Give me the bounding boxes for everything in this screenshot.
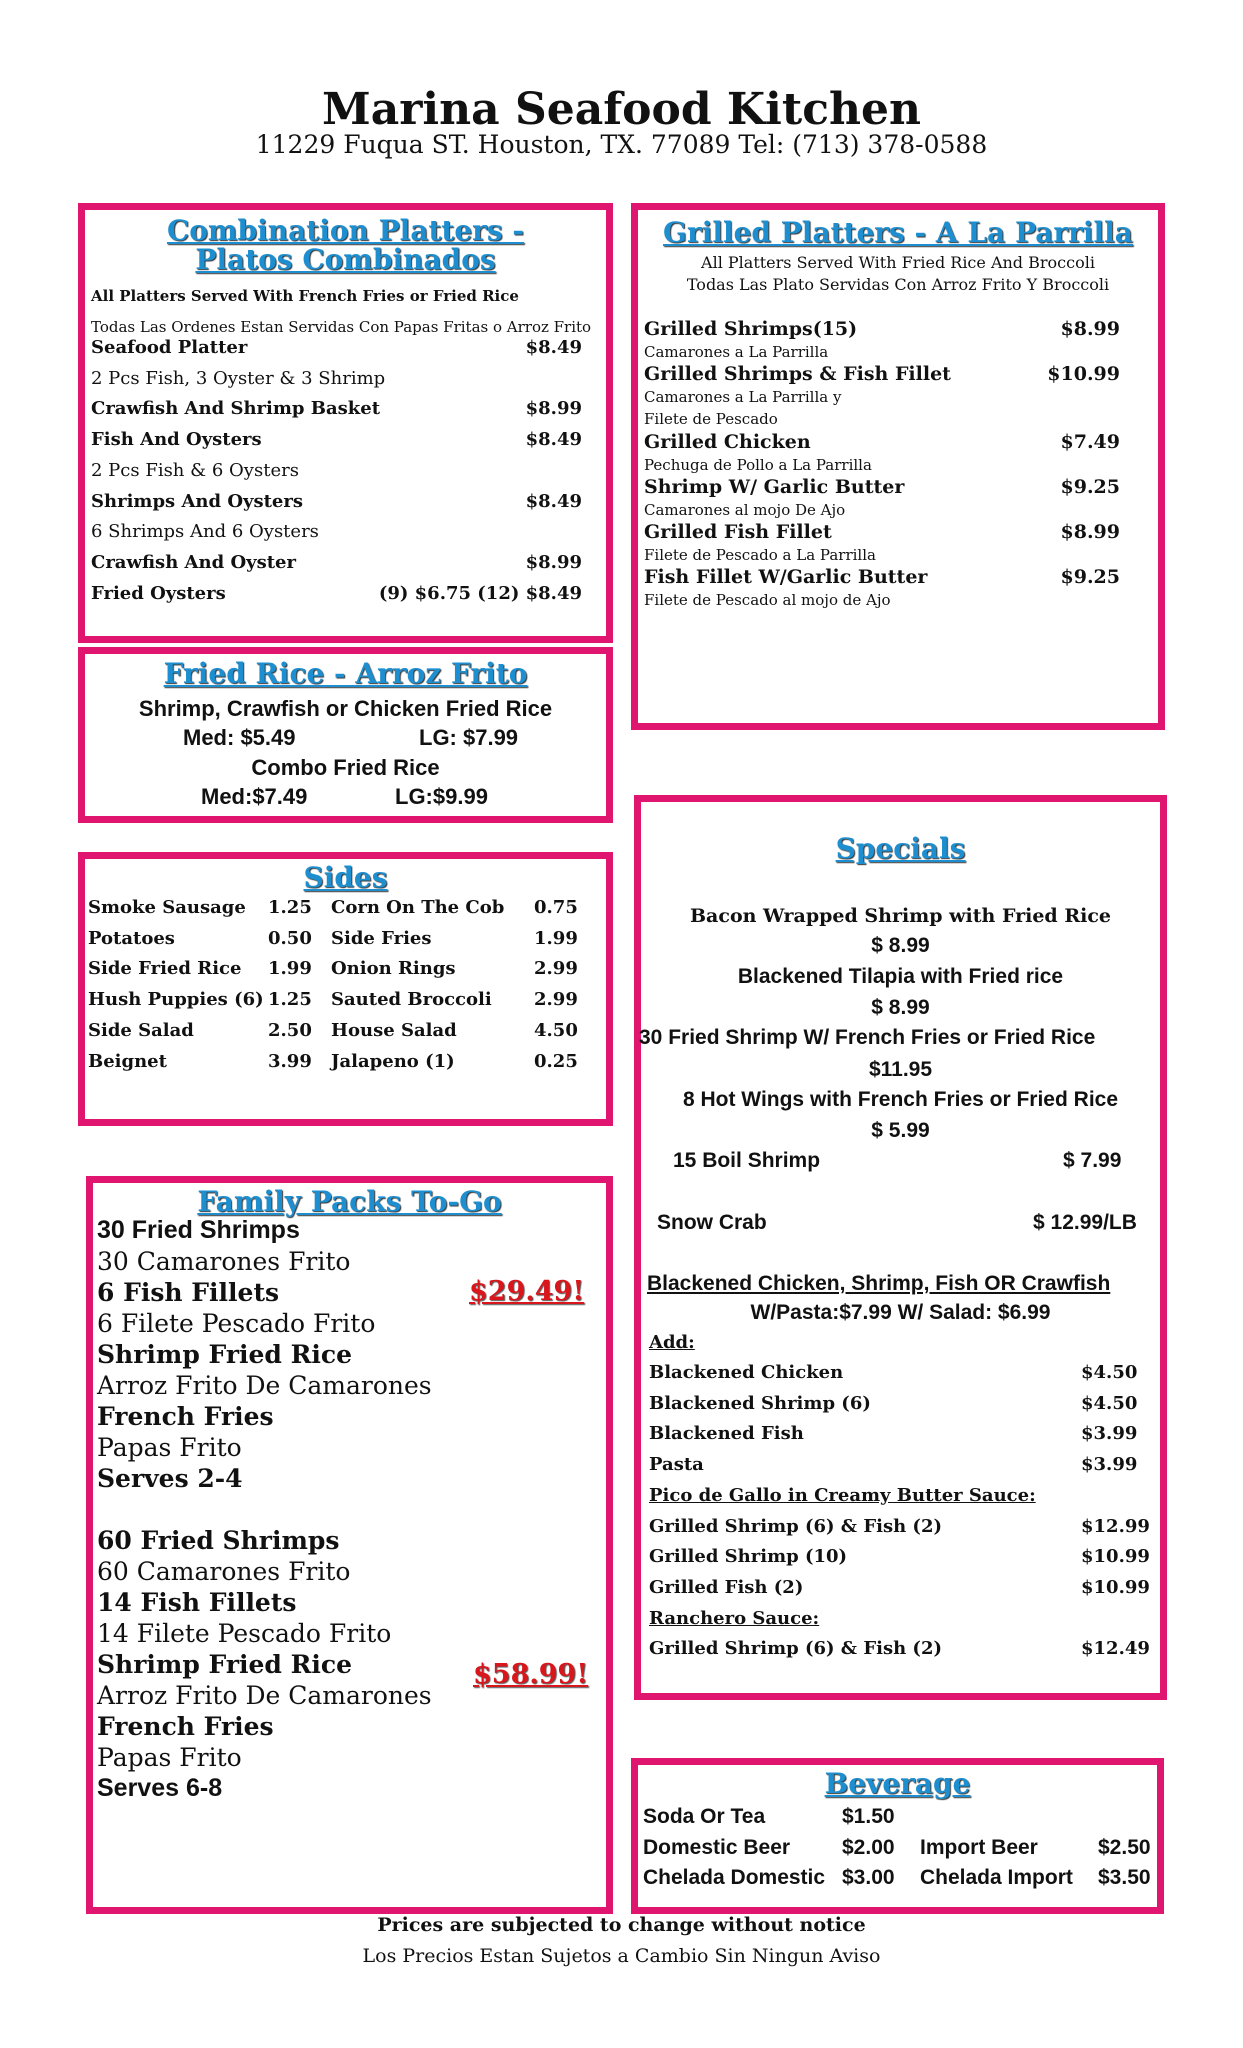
footer-notice-en: Prices are subjected to change without notice (377, 1914, 866, 1936)
side-item-price: 1.25 (268, 897, 312, 918)
side-item-price: 0.75 (534, 897, 578, 918)
family-pack-line: Shrimp Fried Rice (97, 1340, 353, 1369)
side-item-price: 2.99 (534, 989, 578, 1011)
combo-item-name: Crawfish And Shrimp Basket (91, 398, 381, 420)
grilled-item-price: $10.99 (1047, 363, 1120, 385)
family-pack-line: 60 Camarones Frito (97, 1557, 351, 1586)
side-item-price: 1.25 (268, 989, 312, 1011)
specials-title: Specials (835, 832, 966, 865)
combo-item-desc: 2 Pcs Fish & 6 Oysters (91, 459, 299, 481)
grilled-item-name: Grilled Fish Fillet (644, 521, 832, 543)
pico-item-name: Grilled Fish (2) (649, 1576, 804, 1598)
fried-rice-lg2: LG:$9.99 (395, 784, 488, 809)
family-pack-line: French Fries (97, 1402, 274, 1431)
fried-rice-line2: Combo Fried Rice (251, 755, 440, 780)
beverage-soda-price: $1.50 (842, 1805, 895, 1828)
beverage-import-beer: Import Beer (920, 1836, 1038, 1859)
beverage-domestic-beer: Domestic Beer (643, 1836, 791, 1859)
family-packs-title: Family Packs To-Go (197, 1185, 502, 1218)
grilled-item-desc: Filete de Pescado a La Parrilla (644, 546, 876, 564)
grilled-item-price: $8.99 (1060, 521, 1120, 543)
special-1-name: Bacon Wrapped Shrimp with Fried Rice (690, 905, 1111, 927)
side-item-name: Side Fried Rice (88, 958, 242, 980)
beverage-chelada-domestic-price: $3.00 (842, 1866, 895, 1889)
pico-item-price: $10.99 (1081, 1546, 1150, 1568)
family-pack-line: Arroz Frito De Camarones (97, 1371, 432, 1400)
beverage-import-beer-price: $2.50 (1098, 1836, 1151, 1859)
family-pack-line: 14 Filete Pescado Frito (97, 1619, 392, 1648)
side-item-name: Hush Puppies (6) (88, 989, 264, 1011)
side-item-name: Potatoes (88, 927, 175, 949)
combo-item-name: Fish And Oysters (91, 429, 262, 451)
family-pack-line: 6 Filete Pescado Frito (97, 1309, 376, 1338)
side-item-name: Sauted Broccoli (331, 989, 492, 1011)
combo-item-price: $8.49 (525, 490, 582, 512)
side-item-price: 2.50 (268, 1019, 312, 1041)
footer-notice-es: Los Precios Estan Sujetos a Cambio Sin Ningun Aviso (362, 1945, 881, 1967)
beverage-soda: Soda Or Tea (643, 1805, 766, 1828)
addon-item-name: Blackened Fish (649, 1423, 804, 1445)
side-item-price: 4.50 (534, 1019, 578, 1041)
family-pack-line: Serves 2-4 (97, 1464, 243, 1493)
fried-rice-med2: Med:$7.49 (201, 784, 308, 809)
grilled-item-desc: Filete de Pescado al mojo de Ajo (644, 591, 891, 609)
combination-platters-title: Combination Platters - Platos Combinados (166, 214, 525, 277)
combo-item-name: Crawfish And Oyster (91, 551, 296, 573)
pico-item-name: Grilled Shrimp (10) (649, 1546, 848, 1568)
special-3-price: $11.95 (868, 1058, 933, 1081)
grilled-item-name: Grilled Shrimps(15) (644, 318, 858, 340)
family-pack-line: 60 Fried Shrimps (97, 1526, 340, 1555)
specials-box (634, 795, 1167, 1700)
grilled-item-price: $9.25 (1060, 566, 1120, 588)
side-item-price: 0.50 (268, 927, 312, 949)
fried-rice-line1: Shrimp, Crawfish or Chicken Fried Rice (138, 696, 553, 721)
combination-platters-box (78, 203, 613, 643)
ranchero-item-price: $12.49 (1081, 1638, 1150, 1660)
fried-rice-title: Fried Rice - Arroz Frito (163, 657, 528, 690)
restaurant-name: Marina Seafood Kitchen (322, 84, 921, 135)
grilled-note-es: Todas Las Plato Servidas Con Arroz Frito Y Broccoli (686, 275, 1110, 294)
ranchero-item-name: Grilled Shrimp (6) & Fish (2) (649, 1638, 942, 1660)
combo-item-price: $8.49 (525, 429, 582, 451)
family-pack-line: 30 Camarones Frito (97, 1247, 351, 1276)
side-item-price: 1.99 (268, 958, 312, 980)
pico-item-price: $10.99 (1081, 1576, 1150, 1598)
side-item-name: Beignet (88, 1050, 167, 1072)
grilled-item-desc: Pechuga de Pollo a La Parrilla (644, 456, 872, 474)
side-item-name: Onion Rings (331, 958, 456, 980)
grilled-platters-box (631, 203, 1165, 730)
grilled-item-desc: Camarones al mojo De Ajo (644, 501, 846, 519)
side-item-price: 2.99 (534, 958, 578, 980)
addon-item-price: $4.50 (1081, 1392, 1138, 1414)
grilled-item-price: $9.25 (1060, 476, 1120, 498)
family-pack-line: Shrimp Fried Rice (97, 1650, 353, 1679)
family-pack-line: 6 Fish Fillets (97, 1278, 280, 1307)
special-6-price: $ 12.99/LB (1033, 1211, 1137, 1234)
grilled-item-desc: Camarones a La Parrilla y (644, 388, 842, 406)
family-pack-line: 30 Fried Shrimps (97, 1216, 300, 1244)
side-item-price: 3.99 (268, 1050, 312, 1072)
family-pack-line: 14 Fish Fillets (97, 1588, 297, 1617)
grilled-item-price: $8.99 (1060, 318, 1120, 340)
special-5-name: 15 Boil Shrimp (673, 1149, 821, 1172)
combo-item-price: $8.99 (525, 398, 582, 420)
combo-item-name: Shrimps And Oysters (91, 490, 304, 512)
special-3-name: 30 Fried Shrimp W/ French Fries or Fried Rice (639, 1026, 1096, 1049)
beverage-chelada-domestic: Chelada Domestic (643, 1866, 826, 1889)
blackened-title: Blackened Chicken, Shrimp, Fish OR Crawfish (647, 1272, 1111, 1295)
family-pack-line: Papas Frito (97, 1743, 242, 1772)
grilled-item-price: $7.49 (1060, 431, 1120, 453)
combo-item-name: Fried Oysters (91, 582, 226, 604)
side-item-price: 0.25 (534, 1050, 578, 1072)
side-item-price: 1.99 (534, 927, 578, 949)
beverage-chelada-import: Chelada Import (920, 1866, 1073, 1889)
grilled-platters-title: Grilled Platters - A La Parrilla (663, 216, 1133, 249)
sides-box (78, 852, 613, 1126)
family-pack-line: Serves 6-8 (97, 1774, 223, 1802)
pico-item-name: Grilled Shrimp (6) & Fish (2) (649, 1515, 942, 1537)
addon-item-name: Blackened Chicken (649, 1362, 844, 1383)
pico-item-price: $12.99 (1081, 1515, 1150, 1537)
addon-item-price: $3.99 (1081, 1423, 1138, 1445)
side-item-name: Jalapeno (1) (331, 1050, 455, 1072)
ranchero-label: Ranchero Sauce: (649, 1607, 820, 1629)
fried-rice-med1: Med: $5.49 (183, 725, 296, 750)
combo-item-desc: 6 Shrimps And 6 Oysters (91, 521, 319, 543)
fried-rice-lg1: LG: $7.99 (419, 725, 519, 750)
add-label: Add: (649, 1332, 695, 1353)
combo-note-en: All Platters Served With French Fries or Fried Rice (91, 287, 519, 305)
special-2-name: Blackened Tilapia with Fried rice (737, 965, 1064, 988)
grilled-item-name: Grilled Shrimps & Fish Fillet (644, 363, 951, 385)
addon-item-price: $3.99 (1081, 1454, 1138, 1476)
blackened-prices: W/Pasta:$7.99 W/ Salad: $6.99 (750, 1301, 1051, 1324)
family-pack-line: French Fries (97, 1712, 274, 1741)
grilled-item-desc: Camarones a La Parrilla (644, 343, 829, 361)
beverage-chelada-import-price: $3.50 (1098, 1866, 1151, 1889)
combo-item-name: Seafood Platter (91, 337, 248, 358)
family-packs-box (86, 1176, 613, 1914)
combo-item-price: $8.99 (525, 551, 582, 573)
combo-item-desc: 2 Pcs Fish, 3 Oyster & 3 Shrimp (91, 367, 386, 389)
beverage-domestic-beer-price: $2.00 (842, 1836, 895, 1859)
special-5-price: $ 7.99 (1063, 1149, 1122, 1172)
restaurant-address: 11229 Fuqua ST. Houston, TX. 77089 Tel: (713) 378-0588 (255, 130, 988, 159)
combo-note-es: Todas Las Ordenes Estan Servidas Con Papas Fritas o Arroz Frito (91, 318, 592, 336)
grilled-item-name: Grilled Chicken (644, 431, 811, 453)
addon-item-name: Blackened Shrimp (6) (649, 1392, 871, 1414)
special-6-name: Snow Crab (657, 1211, 767, 1234)
side-item-name: Side Salad (88, 1019, 194, 1041)
addon-item-name: Pasta (649, 1454, 704, 1476)
side-item-name: Side Fries (331, 927, 432, 949)
family-pack-2-price: $58.99! (473, 1659, 589, 1690)
family-pack-line: Arroz Frito De Camarones (97, 1681, 432, 1710)
special-4-name: 8 Hot Wings with French Fries or Fried Rice (682, 1088, 1119, 1111)
beverage-box (631, 1758, 1164, 1914)
combo-item-price: $8.49 (525, 337, 582, 358)
special-2-price: $ 8.99 (871, 996, 930, 1019)
combo-item-price: (9) $6.75 (12) $8.49 (378, 582, 582, 604)
side-item-name: Corn On The Cob (331, 897, 505, 918)
pico-label: Pico de Gallo in Creamy Butter Sauce: (649, 1484, 1036, 1506)
family-pack-line: Papas Frito (97, 1433, 242, 1462)
addon-item-price: $4.50 (1081, 1362, 1138, 1383)
side-item-name: Smoke Sausage (88, 897, 246, 918)
grilled-item-name: Fish Fillet W/Garlic Butter (644, 566, 928, 588)
beverage-title: Beverage (824, 1767, 971, 1800)
grilled-item-name: Shrimp W/ Garlic Butter (644, 476, 905, 498)
side-item-name: House Salad (331, 1019, 457, 1041)
special-1-price: $ 8.99 (871, 934, 930, 957)
fried-rice-box (78, 647, 613, 823)
grilled-note-en: All Platters Served With Fried Rice And Broccoli (701, 253, 1095, 272)
sides-title: Sides (303, 861, 388, 894)
family-pack-1-price: $29.49! (469, 1276, 585, 1307)
special-4-price: $ 5.99 (871, 1119, 930, 1142)
grilled-item-desc: Filete de Pescado (644, 410, 778, 428)
